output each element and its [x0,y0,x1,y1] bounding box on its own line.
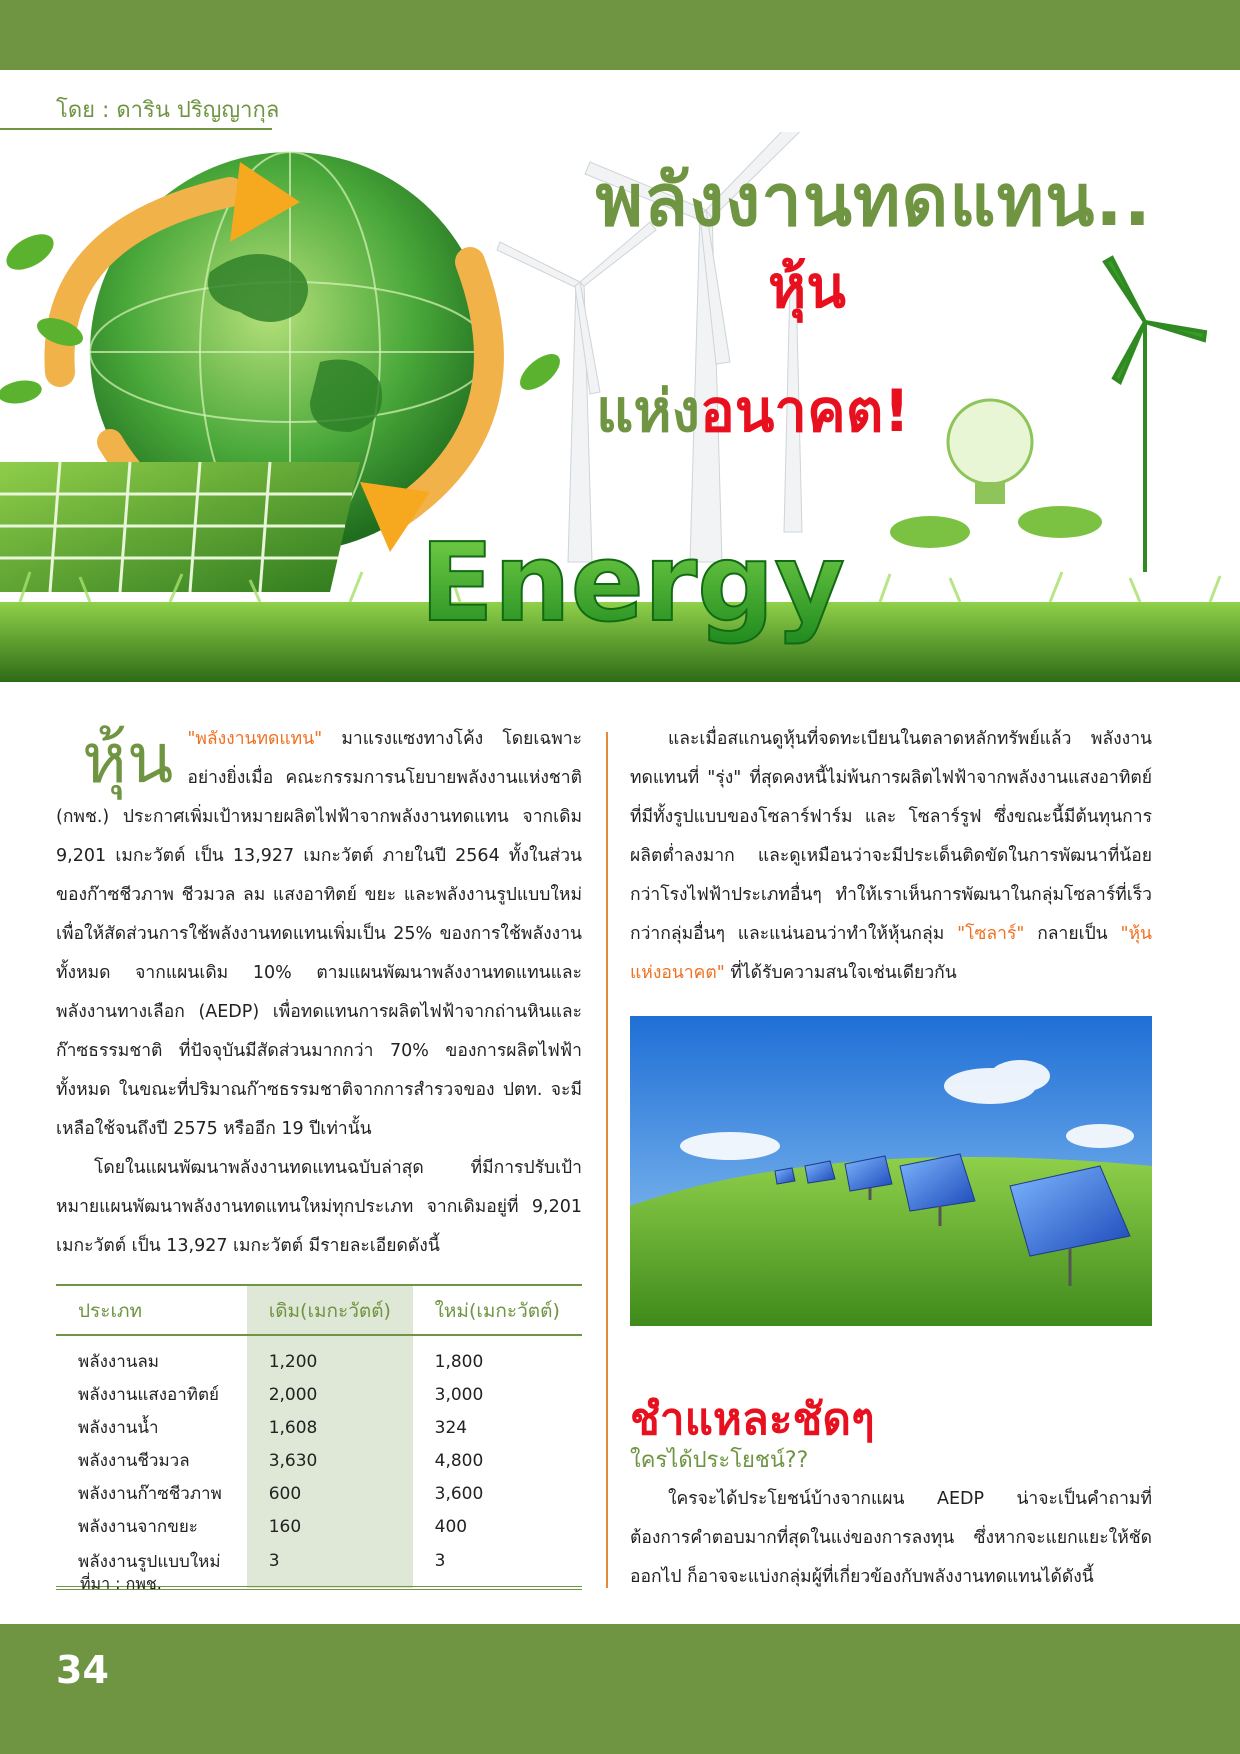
table-source: ที่มา : กพช. [80,1574,162,1593]
table-cell: พลังงานลม [78,1352,160,1372]
table-header: เดิม(เมกะวัตต์) [247,1285,413,1335]
solar-paragraph [630,720,1152,993]
intro-highlight: "พลังงานทดแทน" [187,729,323,749]
table-cell: พลังงานก๊าซชีวภาพ [78,1484,222,1504]
table-cell: 3,000 [434,1384,484,1405]
table-cell: 400 [434,1516,468,1537]
right-column [630,720,1152,993]
table-header: ประเภท [56,1285,247,1335]
table-header-row [56,1285,582,1335]
table-cell: 600 [247,1477,413,1510]
page-number: 34 [56,1648,109,1692]
second-paragraph: โดยในแผนพัฒนาพลังงานทดแทนฉบับล่าสุด ที่มีการปรับเป้าหมายแผนพัฒนาพลังงานทดแทนใหม่ทุกประเภท จากเดิมอยู่ที่ 9,201 เมกะวัตต์ เป็น 13,927 เมกะวัตต์ มีรายละเอียดดังนี้ [56,1158,582,1256]
table-cell: 2,000 [247,1378,413,1411]
table-row [56,1477,582,1510]
headline-line-3-part-a: แห่ง [596,377,700,445]
table-cell: 3,630 [247,1444,413,1477]
solar-text-b: กลายเป็น [1024,924,1121,944]
table-row [56,1378,582,1411]
table-cell: 3,600 [434,1483,484,1504]
section-subheading: ใครได้ประโยชน์?? [630,1448,809,1473]
table-row [56,1444,582,1477]
byline-rule [0,128,272,130]
table-cell: 160 [247,1510,413,1543]
left-column [56,720,582,1266]
headline-line-2: หุ้น [768,253,846,321]
intro-text: มาแรงแซงทางโค้ง โดยเฉพาะอย่างยิ่งเมื่อ คณะกรรมการนโยบายพลังงานแห่งชาติ (กพช.) ประกาศเพิ่มเป้าหมายผลิตไฟฟ้าจากพลังงานทดแทน จากเดิม 9,201 เมกะวัตต์ เป็น 13,927 เมกะวัตต์ ภายในปี 2564 ทั้งในส่วนของก๊าซชีวภาพ ชีวมวล ลม แสงอาทิตย์ ขยะ และพลังงานรูปแบบใหม่ เพื่อให้สัดส่วนการใช้พลังงานทดแทนเพิ่มเป็น 25% ของการใช้พลังงานทั้งหมด จากแผนเดิม 10% ตามแผนพัฒนาพลังงานทดแทนและพลังงานทางเลือก (AEDP) เพื่อทดแทนการผลิตไฟฟ้าจากถ่านหินและก๊าซธรรมชาติ ที่ปัจจุบันมีสัดส่วนมากกว่า 70% ของการผลิตไฟฟ้าทั้งหมด ในขณะที่ปริมาณก๊าซธรรมชาติจากการสำรวจของ ปตท. จะมีเหลือใช้จนถึงปี 2575 หรืออีก 19 ปีเท่านั้น [56,729,582,1139]
table-cell: 3 [413,1543,582,1588]
lightbulb-icon [890,400,1102,548]
solar-field-photo [630,1016,1152,1326]
energy-target-table [56,1284,582,1590]
table-header: ใหม่(เมกะวัตต์) [413,1285,582,1335]
drop-cap: หุ้น [82,720,174,799]
solar-text-a: และเมื่อสแกนดูหุ้นที่จดทะเบียนในตลาดหลักทรัพย์แล้ว พลังงานทดแทนที่ "รุ่ง" ที่สุดคงหนี้ไม่พ้นการผลิตไฟฟ้าจากพลังงานแสงอาทิตย์ ที่มีทั้งรูปแบบของโซลาร์ฟาร์ม และ โซลาร์รูฟ ซึ่งขณะนี้มีต้นทุนการผลิตต่ำลงมาก และดูเหมือนว่าจะมีประเด็นติดขัดในการพัฒนาที่น้อยกว่าโรงไฟฟ้าประเภทอื่นๆ ทำให้เราเห็นการพัฒนาในกลุ่มโซลาร์ที่เร็วกว่ากลุ่มอื่นๆ และแน่นอนว่าทำให้หุ้นกลุ่ม [630,729,1152,944]
small-turbine-icon [1105,258,1205,572]
headline-line-1: พลังงานทดแทน.. [595,158,1152,242]
byline: โดย : ดาริน ปริญญากุล [56,98,280,123]
headline-line-3 [596,364,910,457]
future-stock-highlight: "หุ้นแห่งอนาคต" [630,924,1152,983]
intro-paragraph [56,720,582,1149]
table-row [56,1335,582,1378]
table-cell: 1,200 [247,1335,413,1378]
table-cell: 4,800 [434,1450,484,1471]
table-row [56,1510,582,1543]
column-divider [606,732,608,1588]
table-cell: พลังงานแสงอาทิตย์ [78,1385,219,1405]
top-banner [0,0,1240,70]
bottom-banner [0,1624,1240,1754]
table-cell: 324 [434,1417,468,1438]
table-cell: พลังงานรูปแบบใหม่ [56,1543,247,1588]
table-cell: 1,800 [434,1351,484,1372]
section-heading: ชำแหละชัดๆ [630,1394,875,1445]
solar-highlight: "โซลาร์" [957,924,1025,944]
table-cell: 1,608 [247,1411,413,1444]
headline-line-3-part-b: อนาคต! [699,377,910,445]
beneficiaries-paragraph: ใครจะได้ประโยชน์บ้างจากแผน AEDP น่าจะเป็นคำถามที่ต้องการคำตอบมากที่สุดในแง่ของการลงทุน ซึ่งหากจะแยกแยะให้ชัดออกไป ก็อาจจะแบ่งกลุ่มผู้ที่เกี่ยวข้องกับพลังงานทดแทนได้ดังนี้ [630,1489,1152,1587]
table-cell: พลังงานจากขยะ [78,1517,198,1537]
table-row [56,1411,582,1444]
table-cell: 3 [247,1543,413,1588]
energy-word: Energy [420,521,845,646]
table-cell: พลังงานชีวมวล [78,1451,190,1471]
right-column-bottom [630,1480,1152,1597]
table-cell: พลังงานน้ำ [78,1418,159,1438]
solar-text-c: ที่ได้รับความสนใจเช่นเดียวกัน [724,963,957,983]
solar-panel-icon [0,462,360,592]
